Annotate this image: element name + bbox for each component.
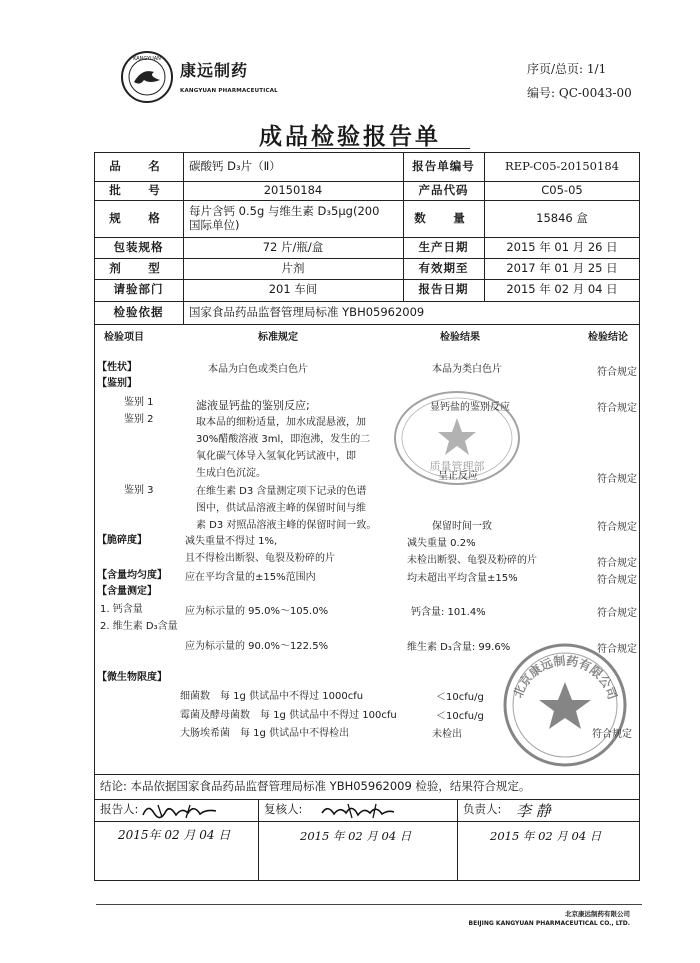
company-logo-icon xyxy=(120,50,174,104)
label-report-date: 报告日期 xyxy=(418,282,469,297)
uniformity-standard: 应在平均含量的±15%范围内 xyxy=(185,572,316,583)
company-name-en: KANGYUAN PHARMACEUTICAL xyxy=(180,88,278,94)
reporter-date: 2015年 02 月 04 日 xyxy=(118,828,231,842)
ident-2-label: 鉴别 2 xyxy=(124,414,154,425)
section-identification: 【鉴别】 xyxy=(97,378,137,389)
ident-1-conclusion: 符合规定 xyxy=(597,403,637,414)
label-report-no: 报告单编号 xyxy=(412,158,475,173)
appearance-standard: 本品为白色或类白色片 xyxy=(208,364,308,375)
spec-line-2: 国际单位) xyxy=(189,217,240,232)
label-product-code: 产品代码 xyxy=(418,182,469,197)
label-batch: 批 号 xyxy=(109,182,168,197)
inspection-basis: 国家食品药品监督管理局标准 YBH05962009 xyxy=(189,304,425,319)
svg-text:北京康远制药有限公司: 北京康远制药有限公司 xyxy=(510,653,620,702)
batch-number: 20150184 xyxy=(263,182,323,197)
ident-3-conclusion: 符合规定 xyxy=(597,522,637,533)
company-name-cn: 康远制药 xyxy=(180,61,249,80)
label-product-name: 品 名 xyxy=(109,158,168,173)
bacteria-result: ＜10cfu/g xyxy=(436,692,484,703)
microbial-conclusion: 符合规定 xyxy=(592,729,632,740)
label-spec: 规 格 xyxy=(109,210,168,225)
footer-divider xyxy=(96,904,642,905)
expiry-date: 2017 年 01 月 25 日 xyxy=(506,260,618,275)
col-header-standard: 标准规定 xyxy=(258,332,298,343)
title-underline xyxy=(300,148,470,149)
reporter-label: 报告人: xyxy=(100,802,139,817)
svg-text:KANGYUAN: KANGYUAN xyxy=(133,56,161,62)
calcium-label: 1. 钙含量 xyxy=(100,604,143,615)
section-uniformity: 【含量均匀度】 xyxy=(97,570,167,581)
mold-standard: 霉菌及酵母菌数 每 1g 供试品中不得过 100cfu xyxy=(180,710,397,721)
label-packaging: 包装规格 xyxy=(113,239,164,254)
label-basis: 检验依据 xyxy=(113,304,164,319)
bacteria-standard: 细菌数 每 1g 供试品中不得过 1000cfu xyxy=(180,691,364,702)
page-info: 序页/总页: 1/1 xyxy=(527,62,607,76)
manager-date: 2015 年 02 月 04 日 xyxy=(490,829,602,843)
ecoli-standard: 大肠埃希菌 每 1g 供试品中不得检出 xyxy=(180,728,350,739)
row-divider xyxy=(94,324,640,325)
product-name: 碳酸钙 D₃片（Ⅱ） xyxy=(189,158,281,173)
svg-text:质量管理部: 质量管理部 xyxy=(429,460,485,473)
ident-1-label: 鉴别 1 xyxy=(124,397,154,408)
reviewer-date: 2015 年 02 月 04 日 xyxy=(300,829,412,843)
ident-3-standard-line-1: 在维生素 D3 含量测定项下记录的色谱 xyxy=(196,486,367,497)
appearance-result: 本品为类白色片 xyxy=(432,364,502,375)
mold-result: ＜10cfu/g xyxy=(436,711,484,722)
document-number: 编号: QC-0043-00 xyxy=(527,86,632,100)
ident-2-standard-line-2: 30%醋酸溶液 3ml，即泡沸，发生的二 xyxy=(196,434,371,445)
ecoli-result: 未检出 xyxy=(432,729,462,740)
label-expiry: 有效期至 xyxy=(418,260,469,275)
uniformity-result: 均未超出平均含量±15% xyxy=(407,573,518,584)
ident-3-standard-line-2: 图中，供试品溶液主峰的保留时间与维 xyxy=(196,503,366,514)
department: 201 车间 xyxy=(268,282,318,297)
ident-2-standard-line-3: 氧化碳气体导入氢氧化钙试液中，即 xyxy=(196,451,356,462)
uniformity-conclusion: 符合规定 xyxy=(597,575,637,586)
friability-standard-1: 减失重量不得过 1%, xyxy=(185,536,278,547)
manager-signature: 李 静 xyxy=(516,802,551,820)
vitamin-d-label: 2. 维生素 D₃含量 xyxy=(100,621,178,632)
section-assay: 【含量测定】 xyxy=(97,586,157,597)
spec-line-1: 每片含钙 0.5g 与维生素 D₃5μg(200 xyxy=(189,204,380,219)
ident-3-label: 鉴别 3 xyxy=(124,485,154,496)
ident-3-standard-line-3: 素 D3 对照品溶液主峰的保留时间一致。 xyxy=(196,520,377,531)
ident-1-result: 显钙盐的鉴别反应 xyxy=(430,402,510,413)
manager-label: 负责人: xyxy=(463,802,502,817)
reviewer-label: 复核人: xyxy=(264,802,303,817)
label-quantity: 数 量 xyxy=(414,210,473,225)
ident-1-standard: 滤液显钙盐的鉴别反应; xyxy=(196,399,310,412)
section-appearance: 【性状】 xyxy=(97,362,137,373)
appearance-conclusion: 符合规定 xyxy=(597,367,637,378)
col-header-conclusion: 检验结论 xyxy=(588,332,628,343)
mfg-date: 2015 年 01 月 26 日 xyxy=(506,239,618,254)
vitamin-d-conclusion: 符合规定 xyxy=(597,644,637,655)
ident-2-result: 呈正反应 xyxy=(438,471,478,482)
friability-standard-2: 且不得检出断裂、龟裂及粉碎的片 xyxy=(185,553,335,564)
calcium-conclusion: 符合规定 xyxy=(597,608,637,619)
label-dosage-form: 剂 型 xyxy=(109,260,168,275)
col-header-result: 检验结果 xyxy=(440,332,480,343)
report-date: 2015 年 02 月 04 日 xyxy=(506,282,618,297)
quantity: 15846 盒 xyxy=(536,210,588,225)
section-friability: 【脆碎度】 xyxy=(97,535,147,546)
friability-result-1: 减失重量 0.2% xyxy=(407,538,476,549)
section-microbial: 【微生物限度】 xyxy=(97,672,167,683)
friability-conclusion: 符合规定 xyxy=(597,558,637,569)
ident-2-conclusion: 符合规定 xyxy=(597,474,637,485)
vitamin-d-result: 维生素 D₃含量: 99.6% xyxy=(407,642,511,653)
vitamin-d-standard: 应为标示量的 90.0%～122.5% xyxy=(185,641,329,652)
label-mfg-date: 生产日期 xyxy=(418,239,469,254)
dosage-form: 片剂 xyxy=(281,260,305,275)
footer-company-en: BEIJING KANGYUAN PHARMACEUTICAL CO., LTD. xyxy=(468,920,630,927)
label-dept: 请验部门 xyxy=(113,282,164,297)
packaging: 72 片/瓶/盒 xyxy=(262,239,324,254)
report-number: REP-C05-20150184 xyxy=(505,158,619,173)
row-divider xyxy=(94,821,640,822)
friability-result-2: 未检出断裂、龟裂及粉碎的片 xyxy=(407,555,537,566)
document-title: 成品检验报告单 xyxy=(259,124,441,150)
ident-2-standard-line-1: 取本品的细粉适量，加水成混悬液，加 xyxy=(196,417,366,428)
ident-3-result: 保留时间一致 xyxy=(432,521,492,532)
ident-2-standard-line-4: 生成白色沉淀。 xyxy=(196,468,266,479)
footer-company-cn: 北京康远制药有限公司 xyxy=(565,910,630,918)
calcium-standard: 应为标示量的 95.0%～105.0% xyxy=(185,606,329,617)
calcium-result: 钙含量: 101.4% xyxy=(411,607,486,618)
specification xyxy=(183,200,403,237)
product-code: C05-05 xyxy=(541,182,583,197)
col-header-item: 检验项目 xyxy=(104,332,144,343)
conclusion-text: 结论: 本品依据国家食品药品监督管理局标准 YBH05962009 检验，结果符合规定。 xyxy=(100,778,531,793)
